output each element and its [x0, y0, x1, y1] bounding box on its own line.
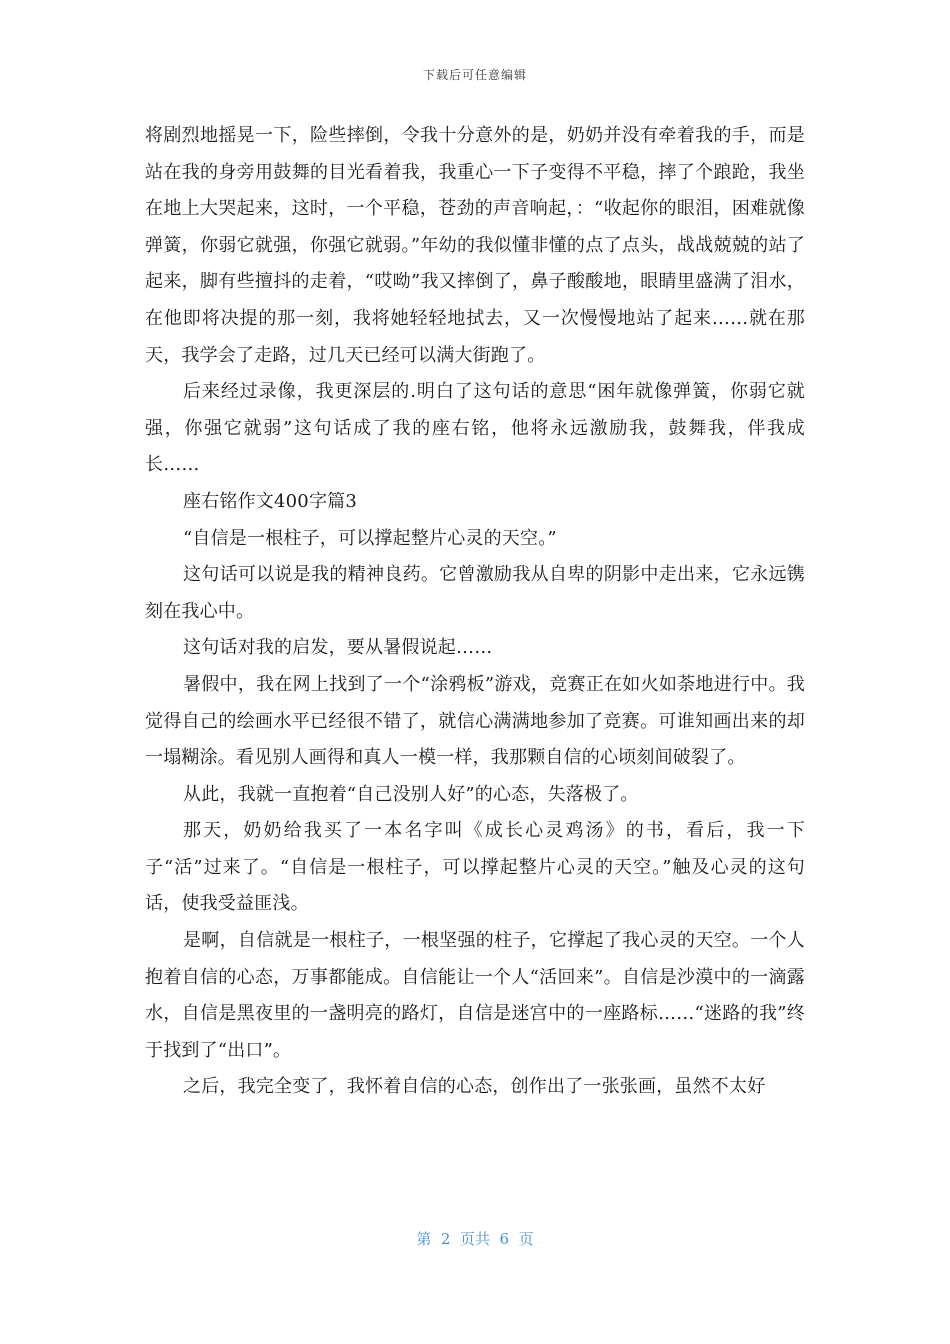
paragraph-8: 从此，我就一直抱着“自己没别人好”的心态，失落极了。 — [183, 783, 639, 805]
paragraph-7: 暑假中，我在网上找到了一个“涂鸦板”游戏，竞赛正在如火如荼地进行中。我觉得自己的绘画水平已经很不错了，就信心满满地参加了竞赛。可谁知画出来的却一塌糊涂。看见别人画得和真人一模一样，我那颗自信的心顷刻间破裂了。 — [145, 673, 805, 769]
paragraph-1: 将剧烈地摇晃一下，险些摔倒，令我十分意外的是，奶奶并没有牵着我的手，而是站在我的身旁用鼓舞的目光看着我，我重心一下子变得不平稳，摔了个踉跄，我坐在地上大哭起来，这时，一个平稳，苍劲的声音响起，：“收起你的眼泪，困难就像弹簧，你弱它就强，你强它就弱。”年幼的我似懂非懂的点了点头，战战兢兢的站了起来，脚有些擅抖的走着，“哎呦”我又摔倒了，鼻子酸酸地，眼睛里盛满了泪水，在他即将决提的那一刻，我将她轻轻地拭去，又一次慢慢地站了起来……就在那天，我学会了走路，过几天已经可以满大街跑了。 — [145, 125, 805, 366]
paragraph-10: 是啊，自信就是一根柱子，一根坚强的柱子，它撑起了我心灵的天空。一个人抱着自信的心态，万事都能成。自信能让一个人“活回来”。自信是沙漠中的一滴露水，自信是黑夜里的一盏明亮的路灯，自信是迷宫中的一座路标……“迷路的我”终于找到了“出口”。 — [145, 930, 805, 1061]
section-heading: 座右铭作文400字篇3 — [183, 490, 358, 512]
paragraph-11: 之后，我完全变了，我怀着自信的心态，创作出了一张张画，虽然不太好 — [183, 1076, 766, 1098]
paragraph-5: 这句话可以说是我的精神良药。它曾激励我从自卑的阴影中走出来，它永远镌刻在我心中。 — [145, 564, 805, 622]
paragraph-2: 后来经过录像，我更深层的.明白了这句话的意思“困年就像弹簧，你弱它就强，你强它就弱”这句话成了我的座右铭，他将永远激励我，鼓舞我，伴我成长…… — [145, 381, 805, 476]
paragraph-9: 那天，奶奶给我买了一本名字叫《成长心灵鸡汤》的书，看后，我一下子“活”过来了。“自信是一根柱子，可以撑起整片心灵的天空。”触及心灵的这句话，使我受益匪浅。 — [145, 820, 805, 915]
document-body — [145, 118, 805, 1106]
page-footer: 第 2 页共 6 页 — [416, 1230, 534, 1248]
page-header: 下载后可任意编辑 — [422, 68, 527, 82]
paragraph-quote: “自信是一根柱子，可以撑起整片心灵的天空。” — [183, 527, 557, 549]
paragraph-6: 这句话对我的启发，要从暑假说起…… — [183, 637, 493, 659]
